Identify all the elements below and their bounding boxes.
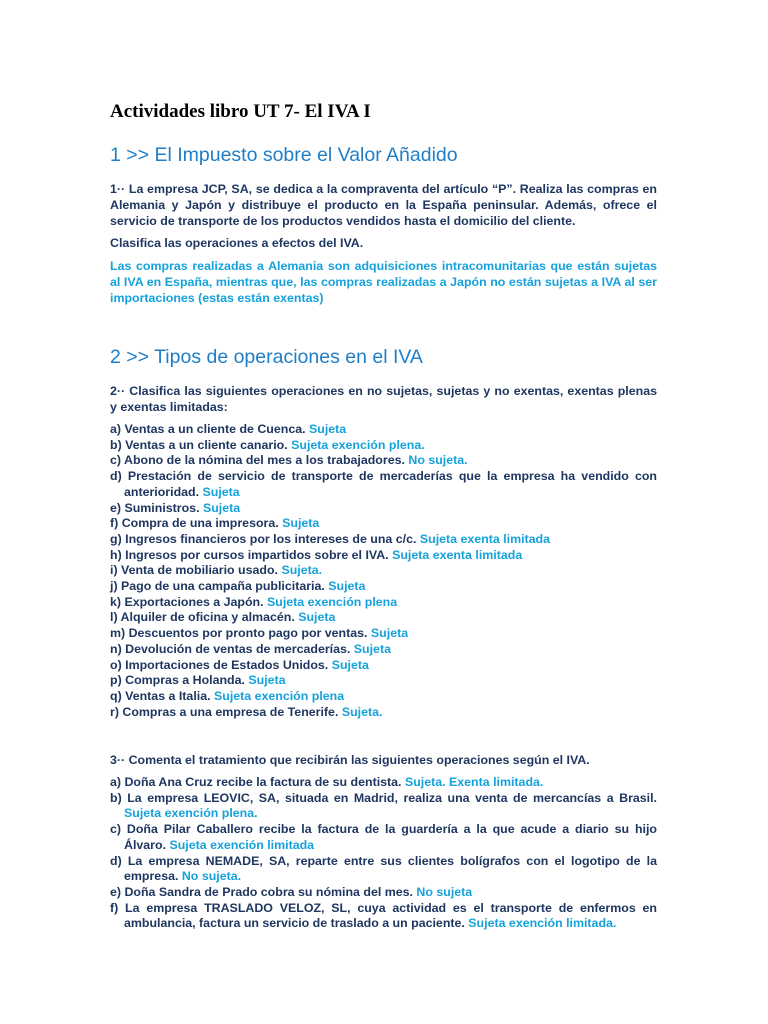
operation-item: [110, 610, 657, 626]
operation-answer: Sujeta exención plena.: [124, 806, 258, 821]
operation-item: [110, 626, 657, 642]
operation-answer: Sujeta exención limitada: [169, 837, 315, 852]
operation-answer: Sujeta: [202, 500, 241, 515]
operation-item: [110, 563, 657, 579]
operation-item: [110, 673, 657, 689]
question-1-text: 1·· La empresa JCP, SA, se dedica a la compraventa del artículo “P”. Realiza las compras en Alemania y Japón y distribuye el producto en la España peninsular. Además, ofrece el servicio de transporte de los productos vendidos hasta el domicilio del cliente.: [110, 182, 657, 228]
question-3-items: [110, 775, 657, 932]
operation-answer: No sujeta: [416, 884, 473, 899]
operation-answer: Sujeta: [298, 610, 336, 625]
operation-answer: Sujeta exenta limitada: [419, 531, 551, 546]
operation-answer: Sujeta: [282, 516, 320, 531]
question-1-instruction: Clasifica las operaciones a efectos del IVA.: [110, 236, 364, 250]
operation-item: [110, 438, 657, 454]
operation-item: [110, 548, 657, 564]
operation-item: [110, 501, 657, 517]
operation-answer: Sujeta: [353, 641, 391, 656]
question-2-text: 2·· Clasifica las siguientes operaciones en no sujetas, sujetas y no exentas, exentas plenas y exentas limitadas:: [110, 384, 657, 414]
operation-item: [110, 532, 657, 548]
operation-item: [110, 595, 657, 611]
operation-item: [110, 885, 657, 901]
operation-text: e) Doña Sandra de Prado cobra su nómina del mes.: [110, 884, 417, 899]
operation-text: f) La empresa TRASLADO VELOZ, SL, cuya actividad es el transporte de enfermos en ambulancia, factura un servicio de traslado a un paciente.: [110, 900, 657, 931]
operation-item: [110, 775, 657, 791]
operation-text: n) Devolución de ventas de mercaderías.: [110, 641, 354, 656]
operation-answer: Sujeta exenta limitada: [392, 547, 523, 562]
operation-answer: No sujeta.: [181, 869, 242, 884]
operation-text: r) Compras a una empresa de Tenerife.: [110, 704, 342, 719]
operation-text: o) Importaciones de Estados Unidos.: [110, 657, 332, 672]
operation-item: [110, 469, 657, 500]
operation-text: a) Doña Ana Cruz recibe la factura de su dentista.: [110, 775, 405, 789]
operation-text: c) Abono de la nómina del mes a los trabajadores.: [110, 453, 409, 468]
operation-item: [110, 689, 657, 705]
question-3-text: 3·· Comenta el tratamiento que recibirán las siguientes operaciones según el IVA.: [110, 753, 590, 767]
operation-answer: Sujeta: [202, 484, 240, 499]
operation-text: h) Ingresos por cursos impartidos sobre el IVA.: [110, 547, 393, 562]
question-2-items: [110, 422, 657, 720]
operation-item: [110, 453, 657, 469]
operation-item: [110, 422, 657, 438]
operation-item: [110, 579, 657, 595]
operation-item: [110, 516, 657, 532]
operation-answer: Sujeta. Exenta limitada.: [404, 775, 544, 789]
operation-item: [110, 854, 657, 885]
operation-text: p) Compras a Holanda.: [110, 673, 249, 688]
operation-text: d) La empresa NEMADE, SA, reparte entre sus clientes bolígrafos con el logotipo de la empresa.: [110, 853, 657, 884]
operation-text: g) Ingresos financieros por los intereses de una c/c.: [110, 531, 420, 546]
operation-text: k) Exportaciones a Japón.: [110, 594, 267, 609]
section-1-heading: 1 >> El Impuesto sobre el Valor Añadido: [110, 144, 458, 166]
operation-item: [110, 658, 657, 674]
operation-answer: Sujeta.: [341, 704, 383, 719]
operation-answer: Sujeta.: [281, 563, 323, 578]
operation-item: [110, 901, 657, 932]
operation-answer: Sujeta exención plena.: [291, 437, 425, 452]
operation-text: l) Alquiler de oficina y almacén.: [110, 610, 299, 625]
operation-answer: Sujeta: [328, 579, 366, 594]
operation-text: f) Compra de una impresora.: [110, 516, 283, 531]
operation-item: [110, 822, 657, 853]
operation-answer: Sujeta: [309, 422, 347, 436]
operation-text: c) Doña Pilar Caballero recibe la factura de la guardería a la que acude a diario su hijo Álvaro.: [110, 822, 657, 852]
operation-item: [110, 705, 657, 721]
operation-text: i) Venta de mobiliario usado.: [110, 563, 282, 578]
operation-item: [110, 791, 657, 822]
operation-answer: Sujeta exención limitada.: [468, 916, 617, 931]
operation-answer: Sujeta: [248, 673, 286, 688]
operation-answer: No sujeta.: [408, 453, 468, 468]
operation-text: a) Ventas a un cliente de Cuenca.: [110, 422, 310, 436]
operation-answer: Sujeta exención plena: [213, 688, 345, 703]
operation-text: b) La empresa LEOVIC, SA, situada en Madrid, realiza una venta de mercancías a Brasil.: [110, 790, 657, 805]
operation-text: j) Pago de una campaña publicitaria.: [110, 579, 329, 594]
operation-answer: Sujeta: [370, 626, 409, 641]
operation-text: b) Ventas a un cliente canario.: [110, 437, 292, 452]
section-2-heading: 2 >> Tipos de operaciones en el IVA: [110, 346, 423, 368]
document-title: Actividades libro UT 7- El IVA I: [110, 101, 371, 122]
operation-text: q) Ventas a Italia.: [110, 688, 214, 703]
operation-text: d) Prestación de servicio de transporte de mercaderías que la empresa ha vendido con anterioridad.: [110, 469, 657, 499]
operation-text: m) Descuentos por pronto pago por ventas.: [110, 626, 371, 641]
operation-text: e) Suministros.: [110, 500, 203, 515]
operation-answer: Sujeta: [331, 657, 369, 672]
operation-item: [110, 642, 657, 658]
question-1-answer: Las compras realizadas a Alemania son adquisiciones intracomunitarias que están sujetas al IVA en España, mientras que, las compras realizadas a Japón no están sujetas a IVA al ser importaciones (estas están exentas): [110, 259, 657, 305]
operation-answer: Sujeta exención plena: [267, 594, 398, 609]
